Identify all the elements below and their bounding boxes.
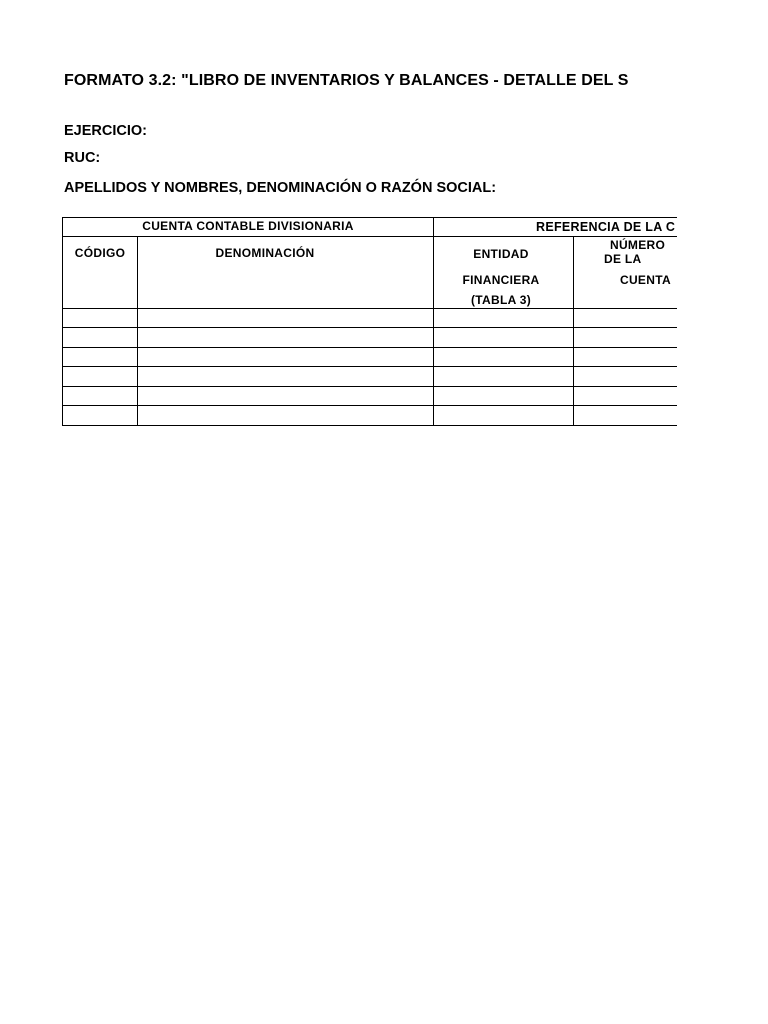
table-row <box>62 327 677 346</box>
column-header-codigo: CÓDIGO <box>74 246 126 260</box>
group-header-cuenta-contable: CUENTA CONTABLE DIVISIONARIA <box>142 219 354 233</box>
column-header-numero-line3: CUENTA <box>620 273 671 287</box>
table-border-bottom <box>62 425 677 426</box>
column-header-entidad-line1: ENTIDAD <box>473 247 529 261</box>
inventory-table <box>62 217 677 425</box>
column-header-entidad-line2: FINANCIERA <box>462 273 540 287</box>
table-row <box>62 347 677 366</box>
column-header-numero-line2: DE LA <box>604 252 642 266</box>
page-title: FORMATO 3.2: "LIBRO DE INVENTARIOS Y BALANCES - DETALLE DEL S <box>64 72 629 89</box>
table-row <box>62 386 677 405</box>
table-border-top <box>62 217 677 218</box>
razon-social-label: APELLIDOS Y NOMBRES, DENOMINACIÓN O RAZÓN SOCIAL: <box>64 180 497 196</box>
ruc-label: RUC: <box>64 150 101 166</box>
column-header-numero-line1: NÚMERO <box>610 238 666 252</box>
column-header-entidad-line3: (TABLA 3) <box>470 293 532 307</box>
table-row <box>62 405 677 424</box>
group-header-referencia: REFERENCIA DE LA C <box>536 220 676 234</box>
column-header-denominacion: DENOMINACIÓN <box>215 246 315 260</box>
table-row <box>62 308 677 327</box>
group-header-divider <box>62 236 677 237</box>
table-row <box>62 366 677 385</box>
ejercicio-label: EJERCICIO: <box>64 123 147 139</box>
